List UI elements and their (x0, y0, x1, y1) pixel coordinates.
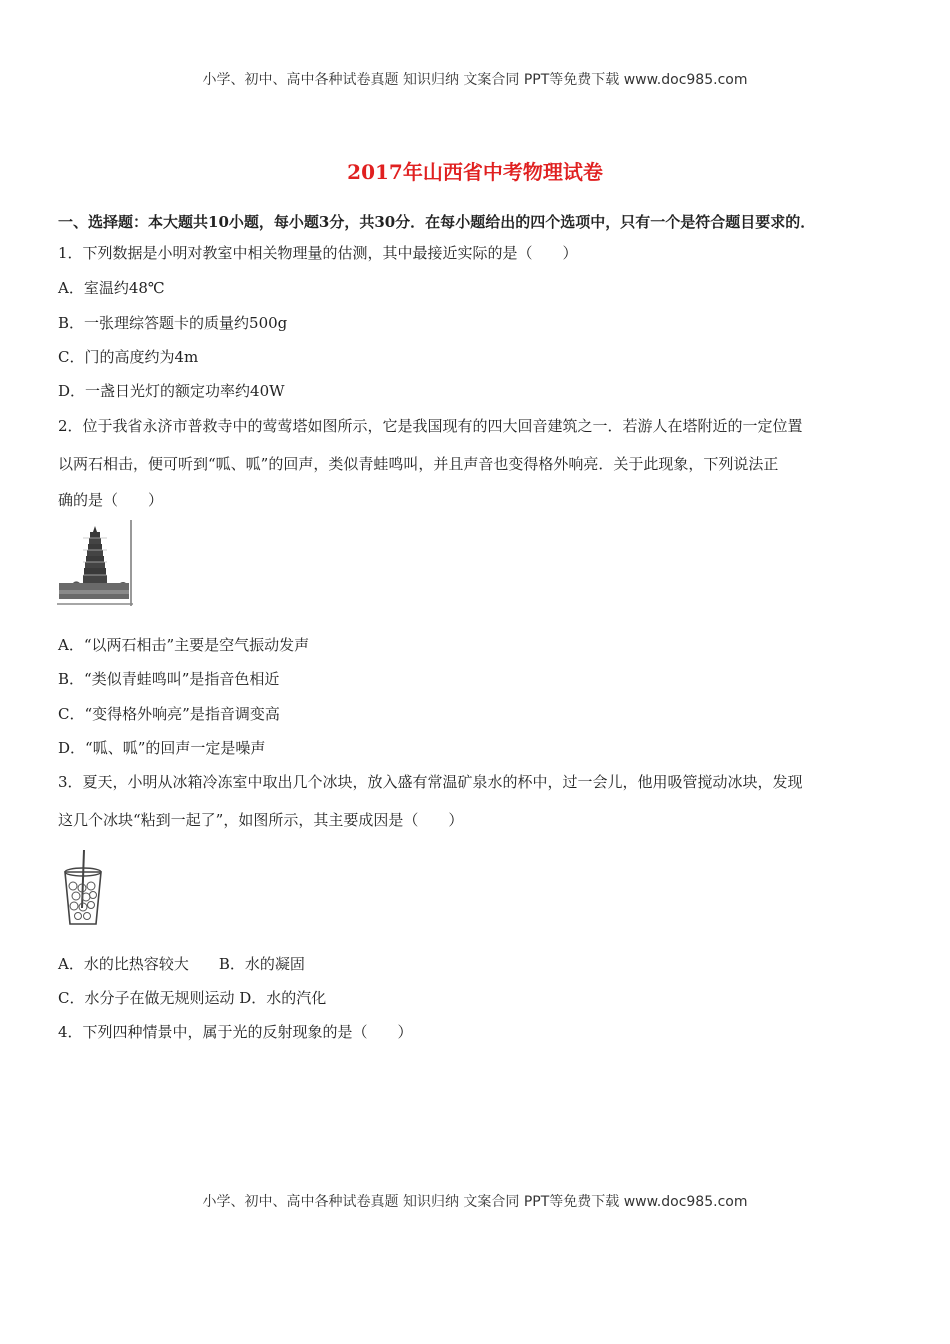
question-3-options-ab: A．水的比热容较大 B．水的凝固 (58, 955, 305, 973)
ice-cup-figure (60, 848, 106, 932)
question-2-stem-line2: 以两石相击，便可听到“呱、呱”的回声，类似青蛙鸣叫，并且声音也变得格外响亮．关于此现象，下列说法正 (58, 455, 779, 473)
question-1-option-a: A．室温约48℃ (58, 279, 165, 297)
question-4-stem: 4．下列四种情景中，属于光的反射现象的是（ ） (58, 1023, 413, 1041)
question-1-option-c: C．门的高度约为4m (58, 348, 199, 366)
exam-title: 2017年山西省中考物理试卷 (347, 160, 603, 184)
question-2-stem-line1: 2．位于我省永济市普救寺中的莺莺塔如图所示，它是我国现有的四大回音建筑之一．若游人在塔附近的一定位置 (58, 417, 803, 435)
question-1-stem: 1．下列数据是小明对教室中相关物理量的估测，其中最接近实际的是（ ） (58, 244, 578, 262)
question-1-option-b: B．一张理综答题卡的质量约500g (58, 314, 288, 332)
question-3-stem-line2: 这几个冰块“粘到一起了”，如图所示，其主要成因是（ ） (58, 811, 464, 829)
question-2-stem-line3: 确的是（ ） (58, 491, 164, 509)
question-2-option-d: D．“呱、呱”的回声一定是噪声 (58, 739, 266, 757)
page-footer: 小学、初中、高中各种试卷真题 知识归纳 文案合同 PPT等免费下载 www.doc985.com (202, 1194, 748, 1210)
question-3-options-cd: C．水分子在做无规则运动 D．水的汽化 (58, 989, 327, 1007)
question-2-option-c: C．“变得格外响亮”是指音调变高 (58, 705, 280, 723)
question-2-option-b: B．“类似青蛙鸣叫”是指音色相近 (58, 670, 280, 688)
page-header: 小学、初中、高中各种试卷真题 知识归纳 文案合同 PPT等免费下载 www.doc985.com (202, 72, 748, 88)
section-heading: 一、选择题：本大题共10小题，每小题3分，共30分．在每小题给出的四个选项中，只有一个是符合题目要求的． (58, 213, 816, 231)
question-2-option-a: A．“以两石相击”主要是空气振动发声 (58, 636, 310, 654)
pagoda-figure (57, 520, 133, 610)
question-1-option-d: D．一盏日光灯的额定功率约40W (58, 382, 285, 400)
question-3-stem-line1: 3．夏天，小明从冰箱冷冻室中取出几个冰块，放入盛有常温矿泉水的杯中，过一会儿，他用吸管搅动冰块，发现 (58, 773, 803, 791)
